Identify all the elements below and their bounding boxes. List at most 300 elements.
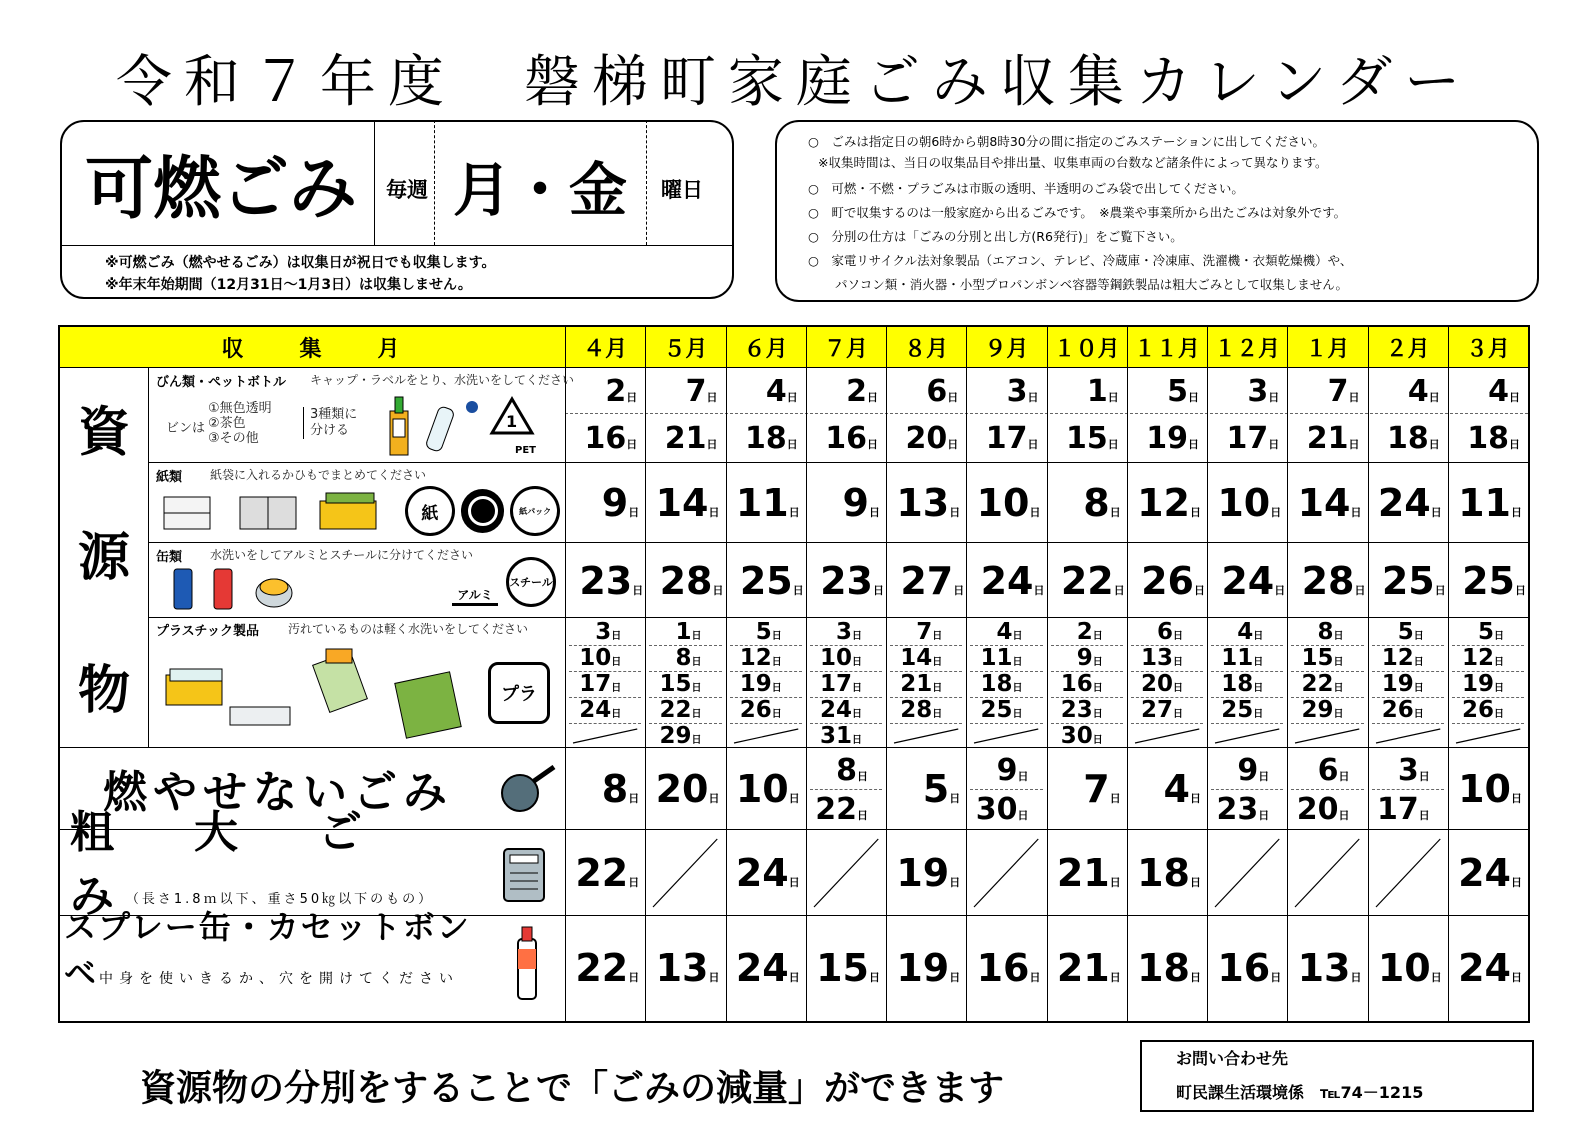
day-number: 17 <box>579 671 612 697</box>
day-suffix: 日 <box>1012 683 1023 694</box>
day-suffix: 日 <box>869 971 880 984</box>
nonburnable-day <box>1287 751 1349 789</box>
day-suffix: 日 <box>1258 769 1270 783</box>
day-number: 17 <box>1226 420 1269 456</box>
day-suffix: 日 <box>1253 657 1264 668</box>
plastic-day <box>1287 697 1343 723</box>
day-suffix: 日 <box>953 583 965 597</box>
day-number: 24 <box>1221 558 1275 603</box>
day-suffix: 日 <box>1113 583 1125 597</box>
cans-day <box>1287 544 1365 617</box>
day-number: 19 <box>1461 671 1494 697</box>
day-suffix: 日 <box>949 506 961 519</box>
burnable-days: 月・金 <box>452 156 627 224</box>
day-number: 7 <box>1083 767 1110 811</box>
plastic-day <box>1127 697 1183 723</box>
plastic-day <box>726 619 782 645</box>
day-suffix: 日 <box>1430 506 1442 519</box>
day-suffix: 日 <box>852 735 862 746</box>
day-suffix: 日 <box>1173 631 1183 642</box>
plastic-day <box>1047 619 1103 645</box>
nonburnable-day <box>886 749 960 829</box>
day-suffix: 日 <box>1253 683 1264 694</box>
day-number: 13 <box>1140 645 1173 671</box>
day-suffix: 日 <box>1190 971 1201 984</box>
burnable-label: 可燃ごみ <box>84 150 357 229</box>
resource-char: 源 <box>77 527 130 588</box>
day-number: 31 <box>819 723 852 749</box>
day-number: 15 <box>1066 420 1108 456</box>
cans-hint: 水洗いをしてアルミとスチールに分けてください <box>210 548 474 562</box>
plastic-day <box>645 697 701 723</box>
sort-item: ③その他 <box>208 431 259 446</box>
magazine-bundle-icon <box>320 493 376 529</box>
paper-day <box>966 464 1040 542</box>
day-number: 12 <box>1137 481 1190 525</box>
aluminum-recycle-icon: アルミ <box>452 557 498 606</box>
day-number: 10 <box>1458 767 1511 811</box>
frying-pan-icon <box>498 765 558 815</box>
plastic-day <box>565 671 621 697</box>
day-number: 22 <box>1060 558 1114 603</box>
plastic-day <box>565 697 621 723</box>
day-suffix: 日 <box>771 709 782 720</box>
info-line: ○ 可燃・不燃・プラごみは市販の透明、半透明のごみ袋で出してください。 <box>808 181 1244 196</box>
nonburnable-day <box>1368 790 1430 828</box>
pet-mark: PET <box>515 445 536 456</box>
day-suffix: 日 <box>1354 583 1366 597</box>
bottles-day-1 <box>966 369 1038 413</box>
month-header: ９月 <box>984 336 1029 362</box>
snack-bag-icon <box>313 649 368 712</box>
spray-day <box>1047 917 1121 1019</box>
day-suffix: 日 <box>1434 583 1446 597</box>
spray-day <box>886 917 960 1019</box>
no-collection-slash <box>1289 833 1365 913</box>
plastic-day <box>886 697 942 723</box>
day-suffix: 日 <box>1428 390 1440 404</box>
day-suffix: 日 <box>1511 506 1522 519</box>
plastic-day <box>806 645 862 671</box>
cans-day <box>1207 544 1285 617</box>
day-number: 25 <box>1381 558 1435 603</box>
cans-day <box>1127 544 1205 617</box>
contact-dept-name: 町民課生活環境係 <box>1176 1083 1305 1102</box>
contact-box <box>1140 1040 1534 1112</box>
day-number: 8 <box>836 752 857 788</box>
cardboard-recycle-icon <box>461 489 505 533</box>
food-tray-icon <box>166 669 222 705</box>
plastic-day <box>886 619 942 645</box>
day-suffix: 日 <box>706 437 718 451</box>
day-number: 6 <box>1156 619 1173 645</box>
header-label: 収 集 月 <box>221 336 404 362</box>
day-number: 26 <box>1461 697 1494 723</box>
month-header: ３月 <box>1465 336 1510 362</box>
day-number: 10 <box>579 645 612 671</box>
nonburnable-day <box>1207 751 1269 789</box>
day-suffix: 日 <box>873 583 884 597</box>
day-number: 8 <box>675 645 692 671</box>
aluminum-can-icon <box>174 569 192 609</box>
info-line: ○ 家電リサイクル法対象製品（エアコン、テレビ、冷蔵庫・冷凍庫、洗濯機・衣類乾燥機）や、 <box>808 253 1353 268</box>
paper-name: 紙類 <box>156 470 183 485</box>
plastic-day <box>1287 645 1343 671</box>
spray-day <box>726 917 800 1019</box>
bottles-day-1 <box>886 369 958 413</box>
spray-day <box>1448 917 1522 1019</box>
plastic-day <box>645 619 701 645</box>
plastic-day <box>726 671 782 697</box>
day-suffix: 日 <box>1017 808 1029 822</box>
day-suffix: 日 <box>1338 808 1350 822</box>
day-number: 27 <box>1140 697 1173 723</box>
day-number: 21 <box>900 671 933 697</box>
day-suffix: 日 <box>867 390 878 404</box>
day-number: 7 <box>1327 373 1349 409</box>
day-suffix: 日 <box>691 683 702 694</box>
cans-name: 缶類 <box>156 550 183 565</box>
sake-bottle-icon <box>390 397 408 455</box>
month-header: ４月 <box>583 336 628 362</box>
bulky-day <box>1127 831 1201 915</box>
plastic-day <box>1047 723 1103 749</box>
nonburnable-day <box>565 749 639 829</box>
day-number: 29 <box>659 723 692 749</box>
plastic-day <box>1368 645 1424 671</box>
day-suffix: 日 <box>949 876 961 889</box>
day-suffix: 日 <box>708 971 720 984</box>
day-suffix: 日 <box>786 390 798 404</box>
day-suffix: 日 <box>788 506 800 519</box>
day-number: 3 <box>1247 373 1269 409</box>
day-suffix: 日 <box>1188 437 1199 451</box>
paper-day <box>1287 464 1361 542</box>
day-number: 25 <box>1462 558 1515 603</box>
contact-dept <box>1176 1080 1423 1103</box>
day-suffix: 日 <box>1190 876 1201 889</box>
day-suffix: 日 <box>867 437 878 451</box>
day-number: 26 <box>1141 558 1194 603</box>
day-number: 24 <box>735 851 789 895</box>
bottles-day-1 <box>1047 369 1119 413</box>
day-suffix: 日 <box>708 506 720 519</box>
paper-day <box>1368 464 1442 542</box>
day-number: 22 <box>575 851 629 895</box>
plastic-day <box>1287 671 1343 697</box>
bulky-label: 粗 大 ご み <box>70 807 442 922</box>
spray-day <box>1287 917 1361 1019</box>
no-collection-slash <box>728 723 804 749</box>
day-number: 4 <box>1237 619 1254 645</box>
day-suffix: 日 <box>1173 657 1183 668</box>
day-number: 1 <box>675 619 692 645</box>
cardboard-bundle-icon <box>240 497 296 529</box>
day-suffix: 日 <box>1092 657 1103 668</box>
plastic-day <box>1207 645 1263 671</box>
day-suffix: 日 <box>1348 390 1360 404</box>
month-header: ２月 <box>1385 336 1430 362</box>
day-suffix: 日 <box>706 390 718 404</box>
steel-recycle-icon: スチール <box>506 557 556 607</box>
day-suffix: 日 <box>1109 506 1121 519</box>
day-number: 16 <box>976 946 1030 990</box>
day-suffix: 日 <box>1027 437 1039 451</box>
day-number: 16 <box>584 420 627 456</box>
day-number: 5 <box>922 767 950 811</box>
paper-day <box>1207 464 1281 542</box>
nonburnable-day <box>966 790 1028 828</box>
plastic-day <box>806 671 862 697</box>
bottles-day-2 <box>806 415 878 461</box>
day-number: 19 <box>739 671 772 697</box>
day-suffix: 日 <box>626 437 638 451</box>
no-collection-slash <box>647 833 723 913</box>
day-number: 10 <box>1377 946 1431 990</box>
day-number: 21 <box>1056 946 1110 990</box>
day-number: 3 <box>835 619 852 645</box>
bulky-day <box>565 831 639 915</box>
bulky-day <box>1047 831 1121 915</box>
month-header: １２月 <box>1214 336 1281 362</box>
day-suffix: 日 <box>1029 971 1041 984</box>
newspaper-bundle-icon <box>164 497 210 529</box>
plastic-recycle-icon: プラ <box>488 662 550 724</box>
paper-day <box>565 464 639 542</box>
day-number: 16 <box>1217 946 1271 990</box>
day-suffix: 日 <box>1348 437 1360 451</box>
day-suffix: 日 <box>1012 657 1023 668</box>
day-suffix: 日 <box>611 657 622 668</box>
day-suffix: 日 <box>1270 506 1282 519</box>
cans-day <box>806 544 884 617</box>
plastic-day <box>1047 645 1103 671</box>
bottles-sort-items <box>208 401 272 446</box>
day-number: 18 <box>1387 420 1429 456</box>
nonburnable-day <box>1287 790 1349 828</box>
day-number: 13 <box>896 481 950 525</box>
plastic-day <box>886 645 942 671</box>
plastic-day <box>1047 697 1103 723</box>
spray-day <box>565 917 639 1019</box>
plastic-day <box>645 645 701 671</box>
day-suffix: 日 <box>1511 971 1522 984</box>
plastic-day <box>565 645 621 671</box>
plastic-day <box>645 723 701 749</box>
day-suffix: 日 <box>691 657 702 668</box>
plastic-day <box>1207 619 1263 645</box>
can-icons <box>170 565 300 615</box>
day-number: 18 <box>980 671 1013 697</box>
day-number: 4 <box>1488 373 1509 409</box>
bottles-day-2 <box>1448 415 1520 461</box>
day-suffix: 日 <box>611 631 622 642</box>
paper-day <box>645 464 719 542</box>
plastic-day <box>806 619 862 645</box>
day-number: 22 <box>815 791 857 827</box>
day-suffix: 日 <box>949 971 961 984</box>
day-number: 22 <box>659 697 692 723</box>
day-suffix: 日 <box>1258 808 1270 822</box>
day-number: 10 <box>976 481 1030 525</box>
day-suffix: 日 <box>786 437 798 451</box>
day-suffix: 日 <box>932 683 943 694</box>
bottles-sort-suffix: 3種類に分ける <box>303 407 368 439</box>
collection-table <box>58 325 1530 1023</box>
plastic-day <box>806 723 862 749</box>
sort-item: ②茶色 <box>208 416 246 431</box>
plastic-day <box>1287 619 1343 645</box>
day-number: 28 <box>1301 558 1355 603</box>
resource-char: 資 <box>77 402 130 463</box>
day-number: 5 <box>1167 373 1188 409</box>
day-number: 22 <box>1301 671 1334 697</box>
bottles-day-1 <box>1448 369 1520 413</box>
heater-icon <box>500 845 550 905</box>
spray-sub: 中身を使いきるか、穴を開けてください <box>99 971 459 987</box>
day-suffix: 日 <box>1511 876 1522 889</box>
day-number: 15 <box>1301 645 1334 671</box>
plastic-day <box>1127 619 1183 645</box>
day-number: 16 <box>825 420 867 456</box>
day-suffix: 日 <box>852 709 862 720</box>
plastic-day <box>726 645 782 671</box>
info-line: ※収集時間は、当日の収集品目や排出量、収集車両の台数など諸条件によって異なります。 <box>818 155 1328 170</box>
day-number: 25 <box>739 558 793 603</box>
day-number: 5 <box>755 619 772 645</box>
day-number: 21 <box>664 420 707 456</box>
info-line: ○ ごみは指定日の朝6時から朝8時30分の間に指定のごみステーションに出してください。 <box>808 134 1325 149</box>
day-suffix: 日 <box>771 657 782 668</box>
day-suffix: 日 <box>788 876 800 889</box>
day-suffix: 日 <box>1029 506 1041 519</box>
nonburnable-day <box>1448 749 1522 829</box>
day-suffix: 日 <box>628 506 640 519</box>
bottles-name: びん類・ペットボトル <box>156 375 287 390</box>
day-number: 20 <box>905 420 948 456</box>
day-number: 8 <box>601 767 629 811</box>
month-header: １１月 <box>1133 336 1200 362</box>
day-number: 8 <box>1317 619 1334 645</box>
page-title: 令和７年度 磐梯町家庭ごみ収集カレンダー <box>115 50 1473 115</box>
day-suffix: 日 <box>1509 390 1520 404</box>
day-number: 18 <box>1467 420 1509 456</box>
day-number: 16 <box>1060 671 1093 697</box>
pet-bottle-icon <box>425 401 478 452</box>
day-number: 11 <box>1458 481 1511 525</box>
day-suffix: 日 <box>792 583 804 597</box>
day-number: 30 <box>1060 723 1093 749</box>
burnable-note-holiday: ※可燃ごみ（燃やせるごみ）は収集日が祝日でも収集します。 <box>105 255 496 271</box>
plastic-day <box>645 671 701 697</box>
paper-day <box>1047 464 1121 542</box>
day-suffix: 日 <box>1494 631 1504 642</box>
steel-can-icon <box>214 569 232 609</box>
paper-day <box>1127 464 1201 542</box>
day-number: 19 <box>896 851 950 895</box>
month-header: １０月 <box>1053 336 1120 362</box>
paper-marks <box>405 485 560 537</box>
cans-day <box>1368 544 1446 617</box>
svg-text:1: 1 <box>506 412 518 431</box>
plastic-day <box>966 619 1022 645</box>
cans-day <box>565 544 643 617</box>
nonburnable-day <box>966 751 1028 789</box>
day-number: 9 <box>601 481 629 525</box>
bottles-day-1 <box>806 369 878 413</box>
day-suffix: 日 <box>1190 792 1201 805</box>
day-number: 1 <box>1086 373 1108 409</box>
day-suffix: 日 <box>712 583 724 597</box>
day-suffix: 日 <box>1413 709 1424 720</box>
bottles-day-2 <box>1287 415 1359 461</box>
day-suffix: 日 <box>1333 657 1344 668</box>
no-collection-slash <box>1450 723 1526 749</box>
day-suffix: 日 <box>1418 808 1430 822</box>
day-number: 13 <box>655 946 709 990</box>
day-number: 14 <box>1297 481 1351 525</box>
day-number: 11 <box>735 481 789 525</box>
day-number: 23 <box>820 558 873 603</box>
day-number: 9 <box>1076 645 1093 671</box>
spray-label: スプレー缶・カセットボンベ <box>64 908 471 992</box>
day-suffix: 日 <box>1092 709 1103 720</box>
info-line: ○ 町で収集するのは一般家庭から出るごみです。 ※農業や事業所から出たごみは対象外です。 <box>808 205 1347 220</box>
pet-recycle-icon <box>492 399 532 433</box>
day-number: 29 <box>1301 697 1334 723</box>
no-collection-slash <box>1289 723 1365 749</box>
carton-recycle-icon: 紙パック <box>510 486 560 536</box>
tel-label: ℡ <box>1320 1083 1341 1102</box>
day-suffix: 日 <box>932 631 943 642</box>
plastic-bag-icon <box>395 672 461 738</box>
bulky-day <box>886 831 960 915</box>
bottles-day-1 <box>565 369 637 413</box>
day-number: 19 <box>896 946 950 990</box>
day-suffix: 日 <box>1092 735 1103 746</box>
day-number: 23 <box>1216 791 1259 827</box>
plastic-day <box>966 645 1022 671</box>
bottles-day-1 <box>1127 369 1199 413</box>
nonburnable-day <box>726 749 800 829</box>
day-number: 21 <box>1056 851 1110 895</box>
spray-day <box>1127 917 1201 1019</box>
day-suffix: 日 <box>852 683 862 694</box>
bottles-day-2 <box>966 415 1038 461</box>
day-suffix: 日 <box>1109 792 1121 805</box>
bottles-hint: キャップ・ラベルをとり、水洗いをしてください <box>310 373 575 387</box>
day-number: 25 <box>980 697 1013 723</box>
day-number: 18 <box>1137 946 1190 990</box>
plastic-items-icons <box>160 647 480 742</box>
day-suffix: 日 <box>947 437 959 451</box>
day-suffix: 日 <box>1017 769 1029 783</box>
day-suffix: 日 <box>628 876 640 889</box>
day-number: 24 <box>1458 851 1511 895</box>
paper-day <box>806 464 880 542</box>
day-suffix: 日 <box>1107 437 1119 451</box>
day-suffix: 日 <box>1173 683 1183 694</box>
bottles-day-1 <box>1287 369 1359 413</box>
day-number: 5 <box>1477 619 1494 645</box>
day-suffix: 日 <box>1109 876 1121 889</box>
day-suffix: 日 <box>1413 657 1424 668</box>
paper-recycle-icon: 紙 <box>405 486 455 536</box>
day-suffix: 日 <box>1413 631 1424 642</box>
day-suffix: 日 <box>1092 631 1103 642</box>
day-suffix: 日 <box>1333 631 1344 642</box>
day-suffix: 日 <box>1012 631 1023 642</box>
